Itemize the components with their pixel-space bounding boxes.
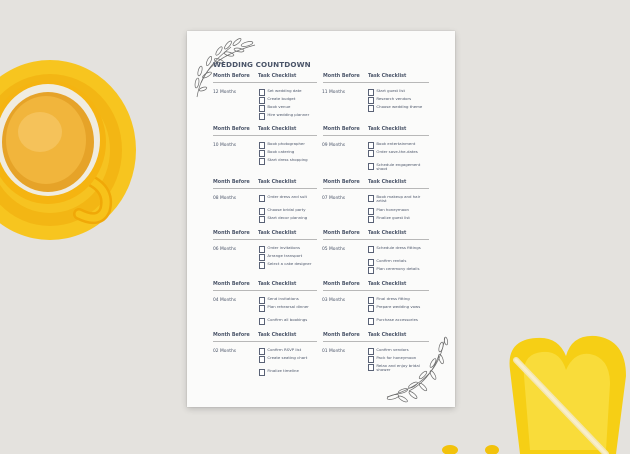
- checkbox-icon[interactable]: [259, 195, 265, 201]
- checklist-item[interactable]: [368, 246, 426, 253]
- checklist-item-label: Create budget: [267, 96, 296, 101]
- checkbox-icon[interactable]: [259, 318, 265, 324]
- checkbox-icon[interactable]: [259, 254, 265, 260]
- checklist-item[interactable]: [368, 216, 426, 223]
- checklist-item[interactable]: [368, 364, 426, 373]
- header-divider: [213, 82, 317, 83]
- checklist-item[interactable]: [368, 305, 426, 312]
- checklist-item[interactable]: [259, 97, 317, 104]
- month-label: 09 Months: [322, 143, 346, 148]
- checklist-item-label: Confirm vendors: [376, 347, 409, 352]
- checkbox-icon[interactable]: [368, 246, 374, 252]
- coffee-cup-photo: [0, 0, 190, 260]
- checkbox-icon[interactable]: [259, 105, 265, 111]
- month-before-header: Month Before: [323, 282, 360, 287]
- task-checklist-header: Task Checklist: [368, 127, 407, 132]
- month-label: 04 Months: [213, 298, 237, 303]
- checklist-item[interactable]: [368, 195, 426, 204]
- checklist-item-label: Prepare wedding vows: [376, 304, 421, 309]
- checkbox-icon[interactable]: [368, 305, 374, 311]
- checklist-item-label: Confirm all bookings: [267, 317, 308, 322]
- header-divider: [213, 135, 317, 136]
- checklist-item-label: Plan honeymoon: [376, 207, 409, 212]
- checklist-item[interactable]: [368, 150, 426, 157]
- checkbox-icon[interactable]: [259, 113, 265, 119]
- month-before-header: Month Before: [213, 333, 250, 338]
- checklist-item[interactable]: [368, 97, 426, 104]
- checkbox-icon[interactable]: [368, 364, 374, 370]
- checkbox-icon[interactable]: [259, 150, 265, 156]
- task-checklist-header: Task Checklist: [258, 127, 297, 132]
- checklist-item[interactable]: [259, 356, 317, 363]
- checkbox-icon[interactable]: [368, 356, 374, 362]
- month-before-header: Month Before: [213, 282, 250, 287]
- checkbox-icon[interactable]: [259, 216, 265, 222]
- checklist-item[interactable]: [368, 105, 426, 112]
- task-checklist-header: Task Checklist: [258, 333, 297, 338]
- checklist-item[interactable]: [259, 113, 317, 120]
- checklist-item-label: Plan ceremony details: [376, 266, 420, 271]
- checklist-item[interactable]: [368, 259, 426, 266]
- month-before-header: Month Before: [213, 180, 250, 185]
- checkbox-icon[interactable]: [368, 97, 374, 103]
- task-checklist-header: Task Checklist: [368, 180, 407, 185]
- checklist-item[interactable]: [259, 254, 317, 261]
- checkbox-icon[interactable]: [368, 297, 374, 303]
- checkbox-icon[interactable]: [259, 305, 265, 311]
- checklist-item-label: Choose bridal party: [267, 207, 306, 212]
- checklist-item-label: Schedule engagement shoot: [376, 162, 421, 172]
- checkbox-icon[interactable]: [259, 262, 265, 268]
- header-divider: [213, 290, 317, 291]
- checkbox-icon[interactable]: [368, 259, 374, 265]
- checkbox-icon[interactable]: [259, 297, 265, 303]
- month-label: 03 Months: [322, 298, 346, 303]
- checklist-item-label: Send invitations: [267, 296, 299, 301]
- month-before-header: Month Before: [323, 74, 360, 79]
- checkbox-icon[interactable]: [259, 208, 265, 214]
- checklist-item[interactable]: [259, 262, 317, 269]
- checklist-item[interactable]: [259, 297, 317, 304]
- month-before-header: Month Before: [323, 180, 360, 185]
- checklist-item-label: Confirm RSVP list: [267, 347, 302, 352]
- checkbox-icon[interactable]: [368, 195, 374, 201]
- task-checklist-header: Task Checklist: [368, 74, 407, 79]
- month-before-header: Month Before: [213, 127, 250, 132]
- checkbox-icon[interactable]: [259, 348, 265, 354]
- checklist-item-label: Purchase accessories: [376, 317, 418, 322]
- checklist-item[interactable]: [259, 318, 317, 325]
- checkbox-icon[interactable]: [368, 208, 374, 214]
- checklist-item-label: Book catering: [267, 149, 295, 154]
- checkbox-icon[interactable]: [368, 348, 374, 354]
- checkbox-icon[interactable]: [259, 158, 265, 164]
- checklist-item-label: Book makeup and hair artist: [376, 194, 421, 204]
- checkbox-icon[interactable]: [259, 97, 265, 103]
- month-label: 11 Months: [322, 90, 346, 95]
- checkbox-icon[interactable]: [259, 356, 265, 362]
- month-before-header: Month Before: [213, 74, 250, 79]
- month-before-header: Month Before: [213, 231, 250, 236]
- checkbox-icon[interactable]: [259, 246, 265, 252]
- checkbox-icon[interactable]: [368, 89, 374, 95]
- checklist-item[interactable]: [259, 305, 317, 312]
- checklist-item-label: Hire wedding planner: [267, 112, 310, 117]
- checklist-item-label: Relax and enjoy bridal shower: [376, 363, 420, 373]
- checklist-item[interactable]: [259, 369, 317, 376]
- checklist-item[interactable]: [368, 163, 426, 172]
- month-label: 05 Months: [322, 247, 346, 252]
- header-divider: [323, 135, 429, 136]
- checklist-item-label: Arrange transport: [267, 253, 303, 258]
- checklist-item[interactable]: [368, 318, 426, 325]
- checklist-item[interactable]: [259, 105, 317, 112]
- header-divider: [323, 341, 429, 342]
- task-checklist-header: Task Checklist: [368, 282, 407, 287]
- checklist-item[interactable]: [368, 89, 426, 96]
- month-label: 01 Months: [322, 349, 346, 354]
- checklist-item[interactable]: [259, 216, 317, 223]
- checklist-item-label: Research vendors: [376, 96, 412, 101]
- month-label: 06 Months: [213, 247, 237, 252]
- checklist-item[interactable]: [259, 158, 317, 165]
- checklist-item[interactable]: [368, 297, 426, 304]
- header-divider: [213, 341, 317, 342]
- task-checklist-header: Task Checklist: [368, 231, 407, 236]
- checklist-item-label: Schedule dress fittings: [376, 245, 421, 250]
- checklist-item-label: Finalize timeline: [267, 368, 299, 373]
- task-checklist-header: Task Checklist: [258, 180, 297, 185]
- checkbox-icon[interactable]: [368, 142, 374, 148]
- header-divider: [323, 188, 429, 189]
- checkbox-icon[interactable]: [368, 318, 374, 324]
- header-divider: [213, 239, 317, 240]
- checklist-item-label: Order save-the-dates: [376, 149, 418, 154]
- task-checklist-header: Task Checklist: [368, 333, 407, 338]
- checkbox-icon[interactable]: [368, 267, 374, 273]
- checklist-item-label: Book entertainment: [376, 141, 416, 146]
- checklist-item[interactable]: [259, 208, 317, 215]
- checkbox-icon[interactable]: [368, 150, 374, 156]
- checkbox-icon[interactable]: [259, 369, 265, 375]
- checkbox-icon[interactable]: [259, 142, 265, 148]
- checklist-item-label: Book venue: [267, 104, 291, 109]
- month-label: 08 Months: [213, 196, 237, 201]
- month-before-header: Month Before: [323, 231, 360, 236]
- yellow-tray-photo: [430, 300, 630, 454]
- checklist-item[interactable]: [368, 348, 426, 355]
- month-label: 10 Months: [213, 143, 237, 148]
- month-label: 07 Months: [322, 196, 346, 201]
- checkbox-icon[interactable]: [259, 89, 265, 95]
- checklist-item-label: Final dress fitting: [376, 296, 410, 301]
- month-before-header: Month Before: [323, 127, 360, 132]
- checklist-item[interactable]: [368, 356, 426, 363]
- header-divider: [323, 239, 429, 240]
- checklist-item-label: Start decor planning: [267, 215, 308, 220]
- checklist-item-label: Order dress and suit: [267, 194, 308, 199]
- checklist-item[interactable]: [259, 246, 317, 253]
- checklist-item[interactable]: [259, 195, 317, 202]
- checklist-item[interactable]: [259, 348, 317, 355]
- checklist-item[interactable]: [368, 208, 426, 215]
- checklist-item-label: Confirm rentals: [376, 258, 407, 263]
- checklist-item-label: Finalize guest list: [376, 215, 410, 220]
- month-before-header: Month Before: [323, 333, 360, 338]
- header-divider: [213, 188, 317, 189]
- checklist-item-label: Set wedding date: [267, 88, 302, 93]
- checklist-item-label: Plan rehearsal dinner: [267, 304, 309, 309]
- checklist-item-label: Pack for honeymoon: [376, 355, 417, 360]
- checklist-item[interactable]: [368, 142, 426, 149]
- checklist-item-label: Start dress shopping: [267, 157, 308, 162]
- month-label: 12 Months: [213, 90, 237, 95]
- header-divider: [323, 82, 429, 83]
- checklist-item-label: Create seating chart: [267, 355, 308, 360]
- sheet-title: WEDDING COUNTDOWN: [213, 60, 311, 69]
- checklist-item[interactable]: [259, 89, 317, 96]
- month-label: 02 Months: [213, 349, 237, 354]
- task-checklist-header: Task Checklist: [258, 231, 297, 236]
- checklist-item-label: Start guest list: [376, 88, 405, 93]
- task-checklist-header: Task Checklist: [258, 74, 297, 79]
- checklist-item-label: Book photographer: [267, 141, 305, 146]
- checklist-item-label: Order invitations: [267, 245, 301, 250]
- checkbox-icon[interactable]: [368, 105, 374, 111]
- checklist-item[interactable]: [259, 150, 317, 157]
- checklist-item-label: Choose wedding theme: [376, 104, 423, 109]
- checklist-item-label: Select a cake designer: [267, 261, 312, 266]
- checkbox-icon[interactable]: [368, 216, 374, 222]
- checklist-sheet: [187, 31, 455, 407]
- task-checklist-header: Task Checklist: [258, 282, 297, 287]
- header-divider: [323, 290, 429, 291]
- checklist-item[interactable]: [259, 142, 317, 149]
- checkbox-icon[interactable]: [368, 163, 374, 169]
- checklist-item[interactable]: [368, 267, 426, 274]
